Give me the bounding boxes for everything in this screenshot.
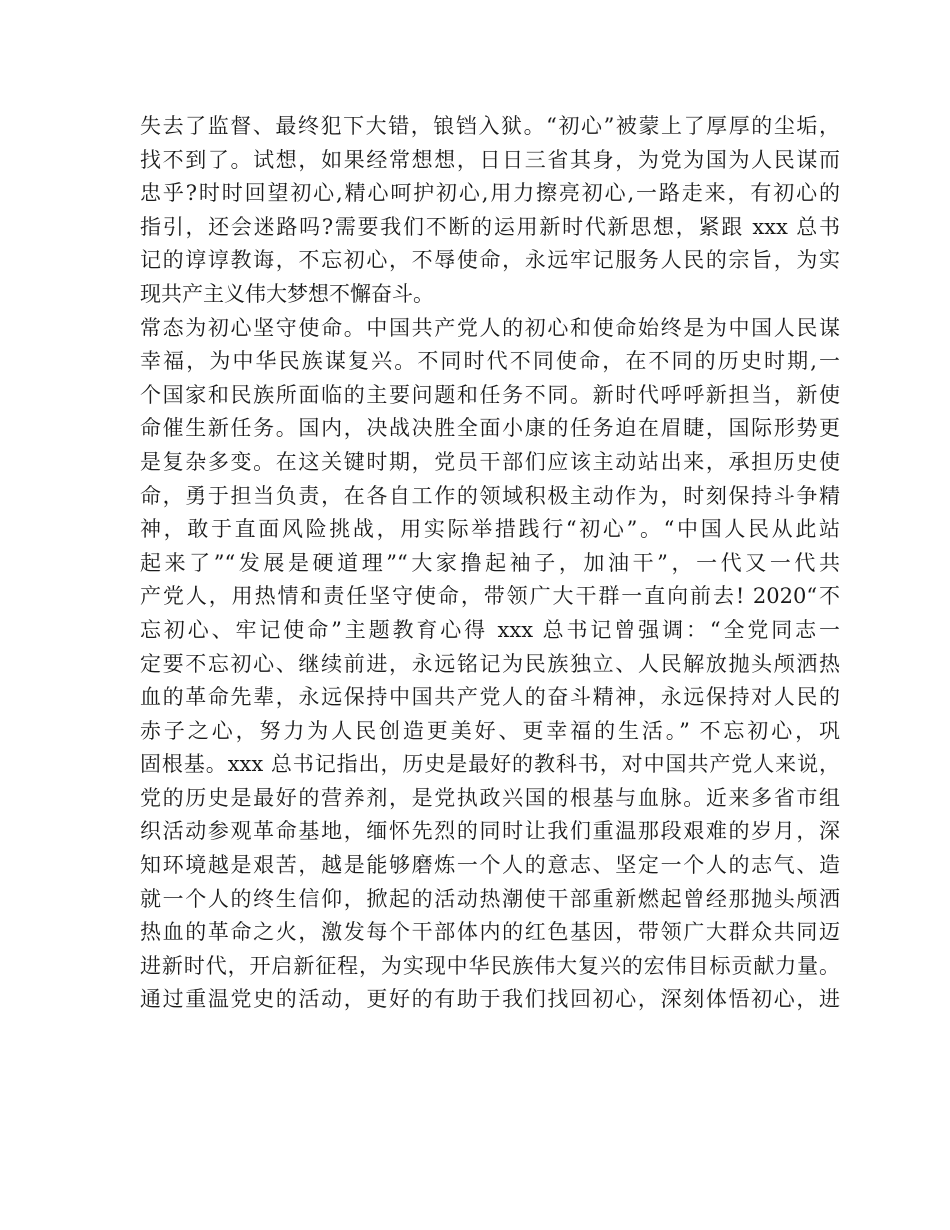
text-line: 记的谆谆教诲，不忘初心，不辱使命，永远牢记服务人民的宗旨，为实: [140, 248, 840, 273]
text-line: 现共产主义伟大梦想不懈奋斗。: [140, 281, 434, 306]
text-line: 个国家和民族所面临的主要问题和任务不同。新时代呼呼新担当，新使: [140, 382, 840, 407]
text-line: 命催生新任务。国内，决战决胜全面小康的任务迫在眉睫，国际形势更: [140, 416, 840, 441]
text-line: 固根基。xxx 总书记指出，历史是最好的教科书，对中国共产党人来说，: [140, 752, 840, 777]
text-line: 幸福，为中华民族谋复兴。不同时代不同使命，在不同的历史时期,一: [140, 349, 840, 374]
text-line: 忠乎?时时回望初心,精心呵护初心,用力擦亮初心,一路走来，有初心的: [140, 181, 840, 206]
body-text: [140, 110, 840, 1017]
text-line: 通过重温党史的活动，更好的有助于我们找回初心，深刻体悟初心，进: [140, 987, 840, 1012]
text-line: 织活动参观革命基地，缅怀先烈的同时让我们重温那段艰难的岁月，深: [140, 819, 840, 844]
text-line: 进新时代，开启新征程，为实现中华民族伟大复兴的宏伟目标贡献力量。: [140, 953, 840, 978]
text-line: 失去了监督、最终犯下大错，锒铛入狱。“初心”被蒙上了厚厚的尘垢，: [140, 114, 840, 138]
text-line: 找不到了。试想，如果经常想想，日日三省其身，为党为国为人民谋而: [140, 147, 840, 172]
text-line: 血的革命先辈，永远保持中国共产党人的奋斗精神，永远保持对人民的: [140, 685, 840, 710]
text-line: 起来了”“发展是硬道理”“大家撸起袖子，加油干”，一代又一代共: [140, 550, 840, 575]
text-line: 命，勇于担当负责，在各自工作的领域积极主动作为，时刻保持斗争精: [140, 483, 840, 508]
text-line: 赤子之心，努力为人民创造更美好、更幸福的生活。” 不忘初心，巩: [140, 718, 840, 743]
text-line: 常态为初心坚守使命。中国共产党人的初心和使命始终是为中国人民谋: [140, 315, 840, 340]
text-line: 是复杂多变。在这关键时期，党员干部们应该主动站出来，承担历史使: [140, 449, 840, 474]
text-line: 神，敢于直面风险挑战，用实际举措践行“初心”。“中国人民从此站: [140, 517, 840, 542]
text-line: 忘初心、牢记使命”主题教育心得 xxx 总书记曾强调：“全党同志一: [140, 617, 840, 642]
text-line: 定要不忘初心、继续前进，永远铭记为民族独立、人民解放抛头颅洒热: [140, 651, 840, 676]
text-line: 指引，还会迷路吗?需要我们不断的运用新时代新思想，紧跟 xxx 总书: [140, 214, 840, 239]
text-line: 产党人，用热情和责任坚守使命，带领广大干群一直向前去! 2020“不: [140, 584, 840, 609]
text-line: 热血的革命之火，激发每个干部体内的红色基因，带领广大群众共同迈: [140, 920, 840, 945]
text-line: 就一个人的终生信仰，掀起的活动热潮使干部重新燃起曾经那抛头颅洒: [140, 886, 840, 911]
text-line: 知环境越是艰苦，越是能够磨炼一个人的意志、坚定一个人的志气、造: [140, 853, 840, 878]
text-line: 党的历史是最好的营养剂，是党执政兴国的根基与血脉。近来多省市组: [140, 785, 840, 810]
